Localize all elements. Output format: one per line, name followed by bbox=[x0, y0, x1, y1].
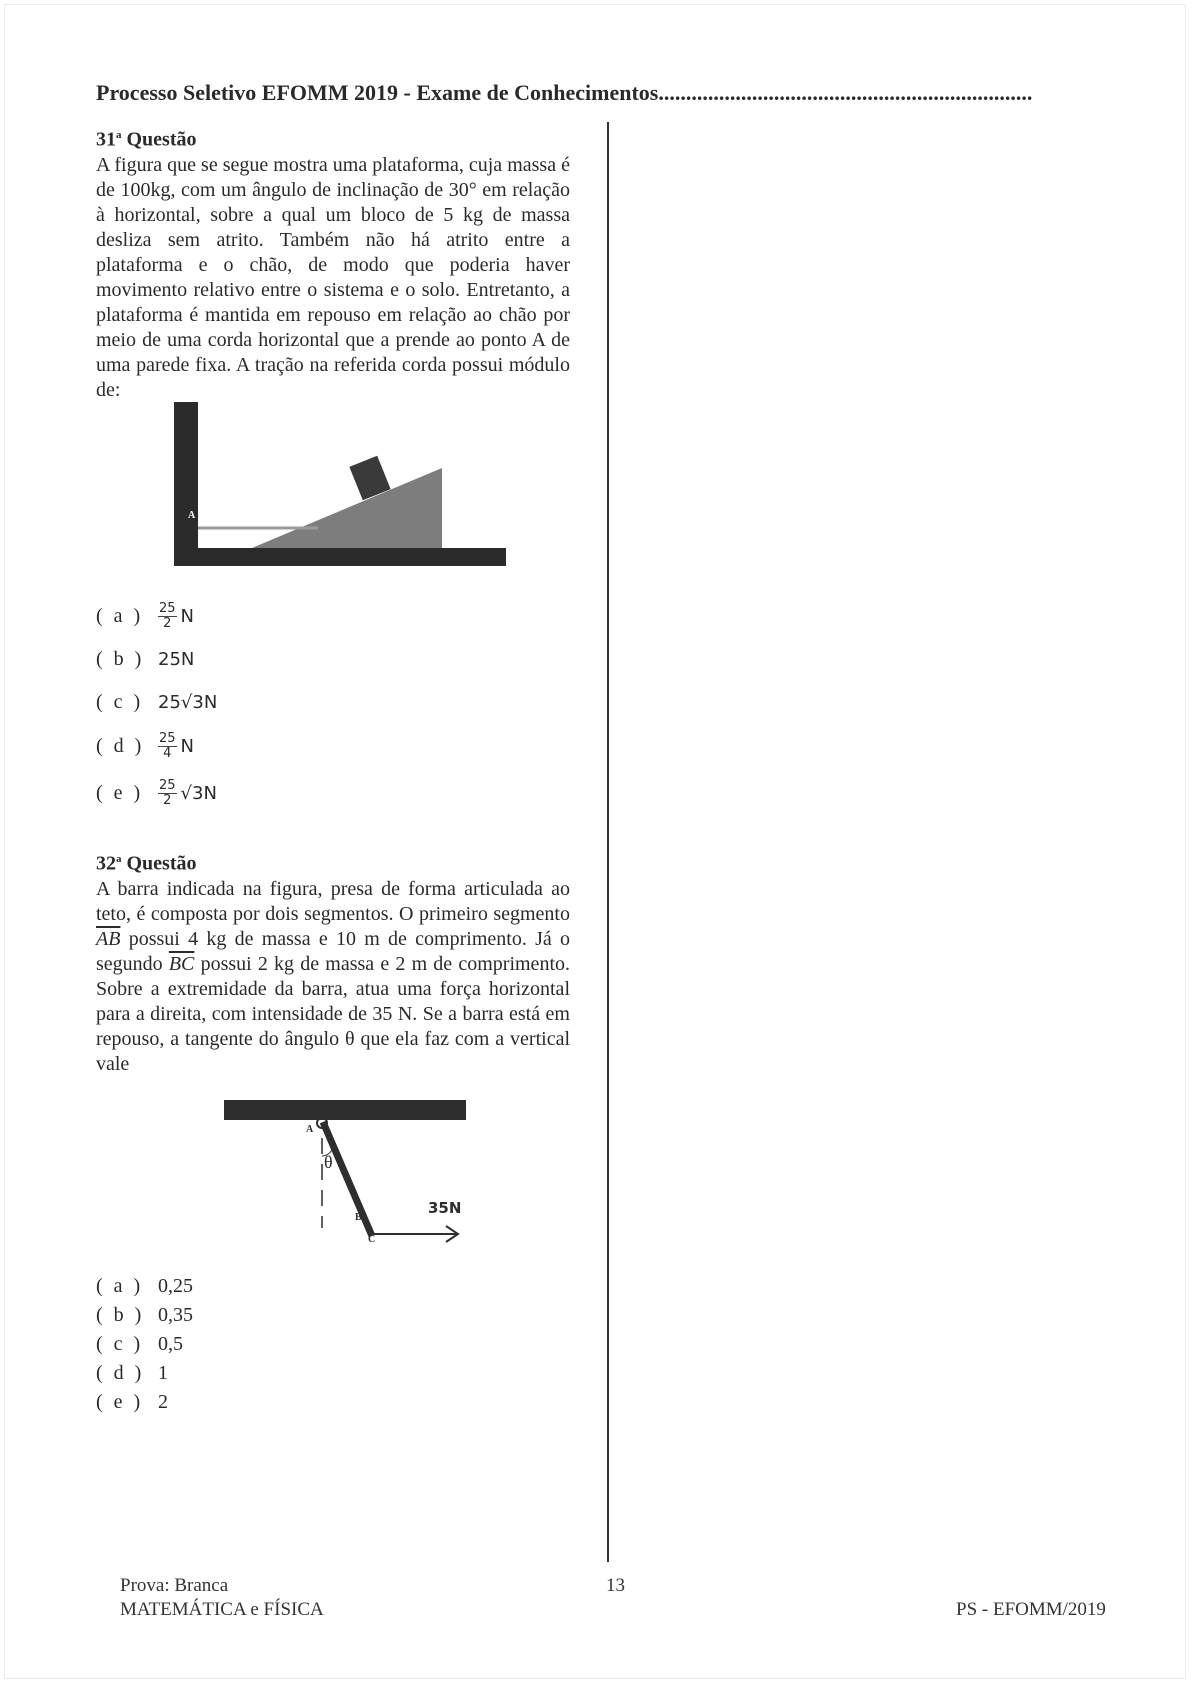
fraction-numerator: 25 bbox=[159, 777, 176, 793]
option-value bbox=[158, 779, 217, 808]
question-31-ordinal: a bbox=[116, 129, 122, 141]
option-value bbox=[158, 732, 194, 761]
option-value: 0,25 bbox=[158, 1275, 193, 1297]
bar-figure bbox=[222, 1098, 472, 1250]
fraction bbox=[158, 732, 177, 761]
option-letter: ( a ) bbox=[96, 1275, 144, 1297]
fraction-numerator: 25 bbox=[159, 730, 176, 746]
option-unit: √3N bbox=[180, 782, 217, 804]
question-32-text-part: A barra indicada na figura, presa de forma articulada ao teto, é composta por dois segmentos. O primeiro segmento bbox=[96, 877, 570, 925]
question-32-label: Questão bbox=[126, 852, 197, 875]
question-32 bbox=[96, 846, 570, 1077]
fraction-denominator: 2 bbox=[163, 615, 172, 631]
option-value: 0,5 bbox=[158, 1333, 183, 1355]
option-value: 2 bbox=[158, 1391, 168, 1413]
point-a-label: A bbox=[306, 1124, 314, 1135]
angle-label: θ bbox=[324, 1152, 333, 1172]
point-b-label: B bbox=[355, 1212, 362, 1223]
segment-ab: $\overline{AB}$ bbox=[96, 927, 121, 950]
question-32-options bbox=[96, 1272, 193, 1417]
fraction-denominator: 2 bbox=[163, 792, 172, 808]
option-value: 0,35 bbox=[158, 1304, 193, 1326]
point-c-label: C bbox=[368, 1234, 376, 1245]
footer-left bbox=[120, 1574, 324, 1622]
question-32-number: 32 bbox=[96, 852, 116, 875]
floor bbox=[174, 548, 506, 566]
question-31-number: 31 bbox=[96, 128, 116, 151]
option-letter: ( b ) bbox=[96, 648, 145, 670]
question-32-text bbox=[96, 877, 570, 1077]
option-31-c[interactable] bbox=[96, 681, 217, 724]
ceiling bbox=[224, 1100, 466, 1120]
question-32-title bbox=[96, 846, 570, 877]
footer-page-number: 13 bbox=[606, 1575, 625, 1596]
question-31-text: A figura que se segue mostra uma plataforma, cuja massa é de 100kg, com um ângulo de inclinação de 30° em relação à horizontal, sobre a qual um bloco de 5 kg de massa desliza sem atrito. Também não há atrito entre a plataforma e o chão, de modo que poderia haver movimento relativo entre o sistema e o solo. Entretanto, a plataforma é mantida em repouso em relação ao chão por meio de uma corda horizontal que a prende ao ponto A de uma parede fixa. A tração na referida corda possui módulo de: bbox=[96, 153, 570, 401]
option-32-a[interactable] bbox=[96, 1272, 193, 1301]
option-letter: ( e ) bbox=[96, 781, 144, 804]
option-letter: ( b ) bbox=[96, 1304, 145, 1326]
option-unit: N bbox=[180, 735, 195, 757]
option-31-b[interactable] bbox=[96, 638, 217, 681]
fraction-numerator: 25 bbox=[159, 600, 176, 616]
option-letter: ( e ) bbox=[96, 1391, 144, 1413]
question-32-text-part: possui 4 kg de massa e 10 m de comprimento. Já o segundo bbox=[96, 927, 570, 975]
point-a-label: A bbox=[188, 510, 196, 521]
option-letter: ( d ) bbox=[96, 734, 145, 757]
segment-bc: $\overline{BC}$ bbox=[168, 952, 195, 975]
option-unit: N bbox=[180, 605, 195, 627]
option-32-e[interactable] bbox=[96, 1388, 193, 1417]
header-title: Processo Seletivo EFOMM 2019 - Exame de Conhecimentos bbox=[96, 80, 659, 105]
option-value: 25√3N bbox=[158, 692, 218, 713]
page-header bbox=[96, 80, 1106, 106]
option-value bbox=[158, 602, 194, 631]
question-31-title bbox=[96, 122, 570, 153]
option-32-c[interactable] bbox=[96, 1330, 193, 1359]
footer-subject: MATEMÁTICA e FÍSICA bbox=[120, 1599, 324, 1620]
fraction bbox=[158, 779, 177, 808]
option-value: 1 bbox=[158, 1362, 168, 1384]
incline-platform bbox=[252, 468, 442, 548]
option-31-e[interactable] bbox=[96, 768, 217, 818]
footer-code: PS - EFOMM/2019 bbox=[956, 1599, 1106, 1620]
force-label: 35N bbox=[428, 1199, 462, 1217]
question-32-ordinal: a bbox=[116, 853, 122, 865]
column-divider bbox=[607, 122, 609, 1562]
header-dots: .................................................................... bbox=[658, 80, 1033, 105]
bar bbox=[323, 1122, 372, 1236]
option-32-d[interactable] bbox=[96, 1359, 193, 1388]
fraction-denominator: 4 bbox=[163, 745, 172, 761]
question-31-options bbox=[96, 594, 217, 818]
question-31 bbox=[96, 122, 570, 403]
footer-prova: Prova: Branca bbox=[120, 1575, 229, 1596]
option-31-a[interactable] bbox=[96, 594, 217, 638]
question-31-label: Questão bbox=[126, 128, 197, 151]
option-letter: ( a ) bbox=[96, 604, 144, 627]
option-31-d[interactable] bbox=[96, 724, 217, 768]
incline-figure bbox=[172, 402, 508, 568]
option-32-b[interactable] bbox=[96, 1301, 193, 1330]
option-value: 25N bbox=[158, 649, 195, 670]
option-letter: ( d ) bbox=[96, 1362, 145, 1384]
option-letter: ( c ) bbox=[96, 691, 144, 713]
fraction bbox=[158, 602, 177, 631]
option-letter: ( c ) bbox=[96, 1333, 144, 1355]
question-32-text-part: possui 2 kg de massa e 2 m de comprimento. Sobre a extremidade da barra, atua uma força horizontal para a direita, com intensidade de 35 N. Se a barra está em repouso, a tangente do ângulo θ que ela faz com a vertical vale bbox=[96, 952, 570, 1075]
wall bbox=[174, 402, 198, 566]
